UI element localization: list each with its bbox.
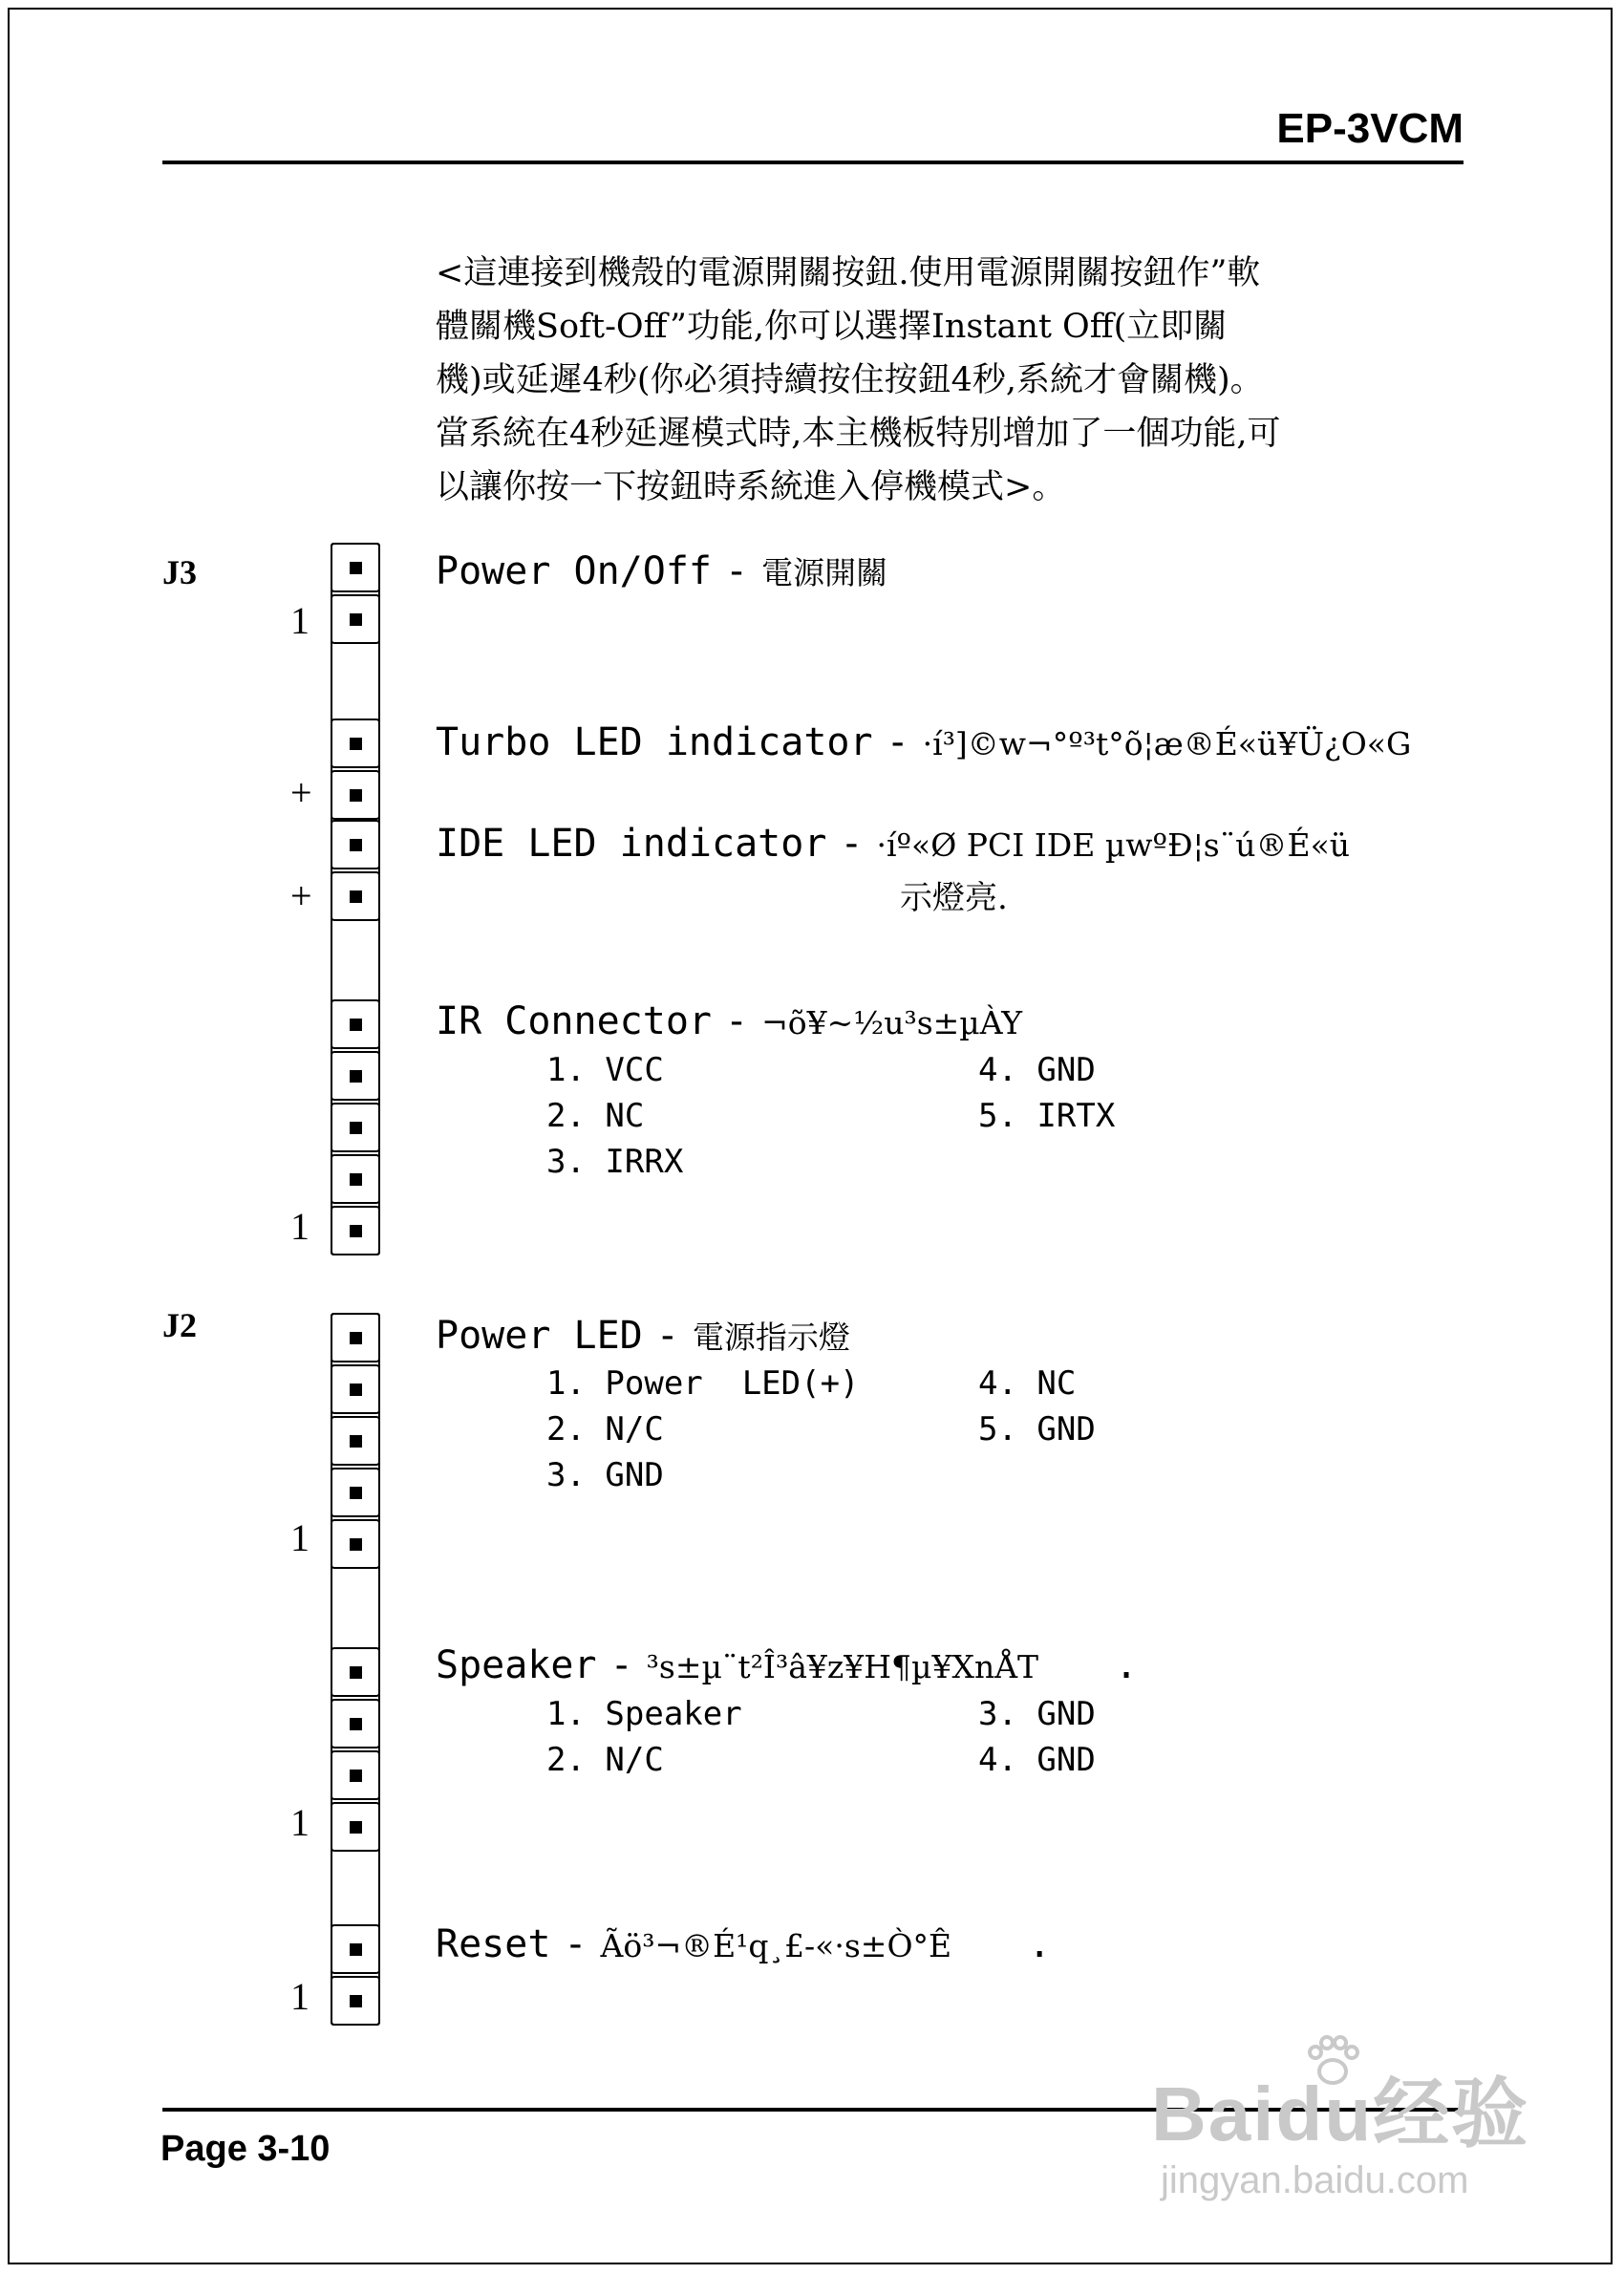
pin	[331, 820, 380, 869]
power-led-pin-1: 1. Power LED(+)	[546, 1364, 860, 1403]
ide-led-title	[436, 822, 1350, 866]
header-rule	[162, 161, 1464, 164]
power-led-desc: 電源指示燈	[692, 1319, 850, 1356]
pin	[331, 1364, 380, 1414]
pin	[331, 1802, 380, 1852]
pin	[331, 871, 380, 921]
dash: -	[724, 999, 749, 1043]
power-onoff-title	[436, 548, 887, 593]
speaker-pin-2: 2. N/C	[546, 1741, 664, 1779]
power-led-label: Power LED	[436, 1314, 643, 1358]
pin	[331, 1051, 380, 1101]
turbo-led-label: Turbo LED indicator	[436, 720, 873, 764]
speaker-pin-4: 4. GND	[978, 1741, 1096, 1779]
intro-line: 以讓你按一下按鈕時系統進入停機模式>。	[436, 468, 1066, 506]
model-title: EP-3VCM	[1276, 105, 1464, 152]
dash: -	[609, 1643, 633, 1687]
turbo-led-title	[436, 720, 1411, 764]
pin-plus-mark: +	[290, 771, 312, 814]
j3-label: J3	[162, 553, 197, 591]
dash: -	[840, 822, 864, 866]
pin	[331, 999, 380, 1049]
pin	[331, 1519, 380, 1569]
pin-one-mark: 1	[290, 599, 310, 642]
pin	[331, 1103, 380, 1152]
baidu-watermark	[1151, 2026, 1533, 2217]
pin	[331, 543, 380, 592]
power-led-pin-2: 2. N/C	[546, 1410, 664, 1448]
pin	[331, 1699, 380, 1748]
pin-one-mark: 1	[290, 1801, 310, 1844]
dash: -	[655, 1314, 679, 1358]
pin	[331, 1750, 380, 1800]
power-led-pin-5: 5. GND	[978, 1410, 1096, 1448]
pin	[331, 594, 380, 644]
turbo-led-desc: ·í³]©w¬°º³t°õ¦æ®É«ü¥Ü¿O«G	[922, 725, 1412, 762]
reset-label: Reset	[436, 1922, 551, 1966]
ir-connector-label: IR Connector	[436, 999, 712, 1043]
pin-one-mark: 1	[290, 1516, 310, 1559]
ir-pin-3: 3. IRRX	[546, 1143, 684, 1181]
ir-pin-5: 5. IRTX	[978, 1097, 1116, 1135]
power-onoff-desc: 電源開關	[761, 554, 888, 591]
ir-connector-desc: ¬õ¥~½u³s±µÀY	[761, 1004, 1023, 1041]
ir-pin-2: 2. NC	[546, 1097, 645, 1135]
ir-pin-1: 1. VCC	[546, 1051, 664, 1089]
power-led-title	[436, 1313, 850, 1358]
pin	[331, 1976, 380, 2026]
pin	[331, 719, 380, 768]
pin	[331, 1468, 380, 1517]
dash: -	[564, 1922, 588, 1966]
pin	[331, 1924, 380, 1974]
dot: .	[1115, 1643, 1139, 1687]
watermark-url: jingyan.baidu.com	[1161, 2159, 1469, 2201]
pin	[331, 1416, 380, 1466]
watermark-brand: Baidu经验	[1151, 2071, 1530, 2156]
pin-one-mark: 1	[290, 1975, 310, 2018]
power-onoff-label: Power On/Off	[436, 549, 712, 593]
ide-led-desc: ·íº«Ø PCI IDE µwºÐ¦s¨ú®É«ü	[876, 826, 1351, 864]
dash: -	[886, 720, 909, 764]
ide-led-label: IDE LED indicator	[436, 822, 827, 866]
reset-title	[436, 1922, 1051, 1966]
speaker-pin-1: 1. Speaker	[546, 1695, 742, 1733]
intro-line: 當系統在4秒延遲模式時,本主機板特別增加了一個功能,可	[436, 415, 1281, 453]
power-led-pin-3: 3. GND	[546, 1456, 664, 1494]
pin-one-mark: 1	[290, 1205, 310, 1248]
ir-connector-title	[436, 999, 1022, 1043]
j2-label: J2	[162, 1306, 197, 1344]
ir-pin-4: 4. GND	[978, 1051, 1096, 1089]
speaker-title	[436, 1643, 1138, 1687]
pin	[331, 1647, 380, 1697]
dash: -	[724, 549, 749, 593]
ide-led-desc-continued: 示燈亮.	[900, 879, 1008, 917]
power-led-pin-4: 4. NC	[978, 1364, 1077, 1403]
intro-paragraph	[436, 247, 1467, 514]
pin-plus-mark: +	[290, 874, 312, 917]
speaker-label: Speaker	[436, 1643, 597, 1687]
intro-line: <這連接到機殼的電源開關按鈕.使用電源開關按鈕作”軟	[436, 254, 1261, 292]
intro-line: 機)或延遲4秒(你必須持續按住按鈕4秒,系統才會關機)。	[436, 361, 1264, 399]
speaker-pin-3: 3. GND	[978, 1695, 1096, 1733]
dot: .	[1028, 1922, 1052, 1966]
reset-desc: Ãö³¬®É¹q¸£-«·s±Ò°Ê	[600, 1927, 952, 1964]
pin	[331, 1206, 380, 1255]
intro-line: 體關機Soft-Off”功能,你可以選擇Instant Off(立即關	[436, 308, 1228, 346]
pin	[331, 1154, 380, 1204]
page-number: Page 3-10	[160, 2129, 331, 2169]
pin	[331, 770, 380, 820]
speaker-desc: ³s±µ¨t²Î³â¥z¥H¶µ¥XnÅT	[646, 1648, 1039, 1685]
pin	[331, 1313, 380, 1362]
